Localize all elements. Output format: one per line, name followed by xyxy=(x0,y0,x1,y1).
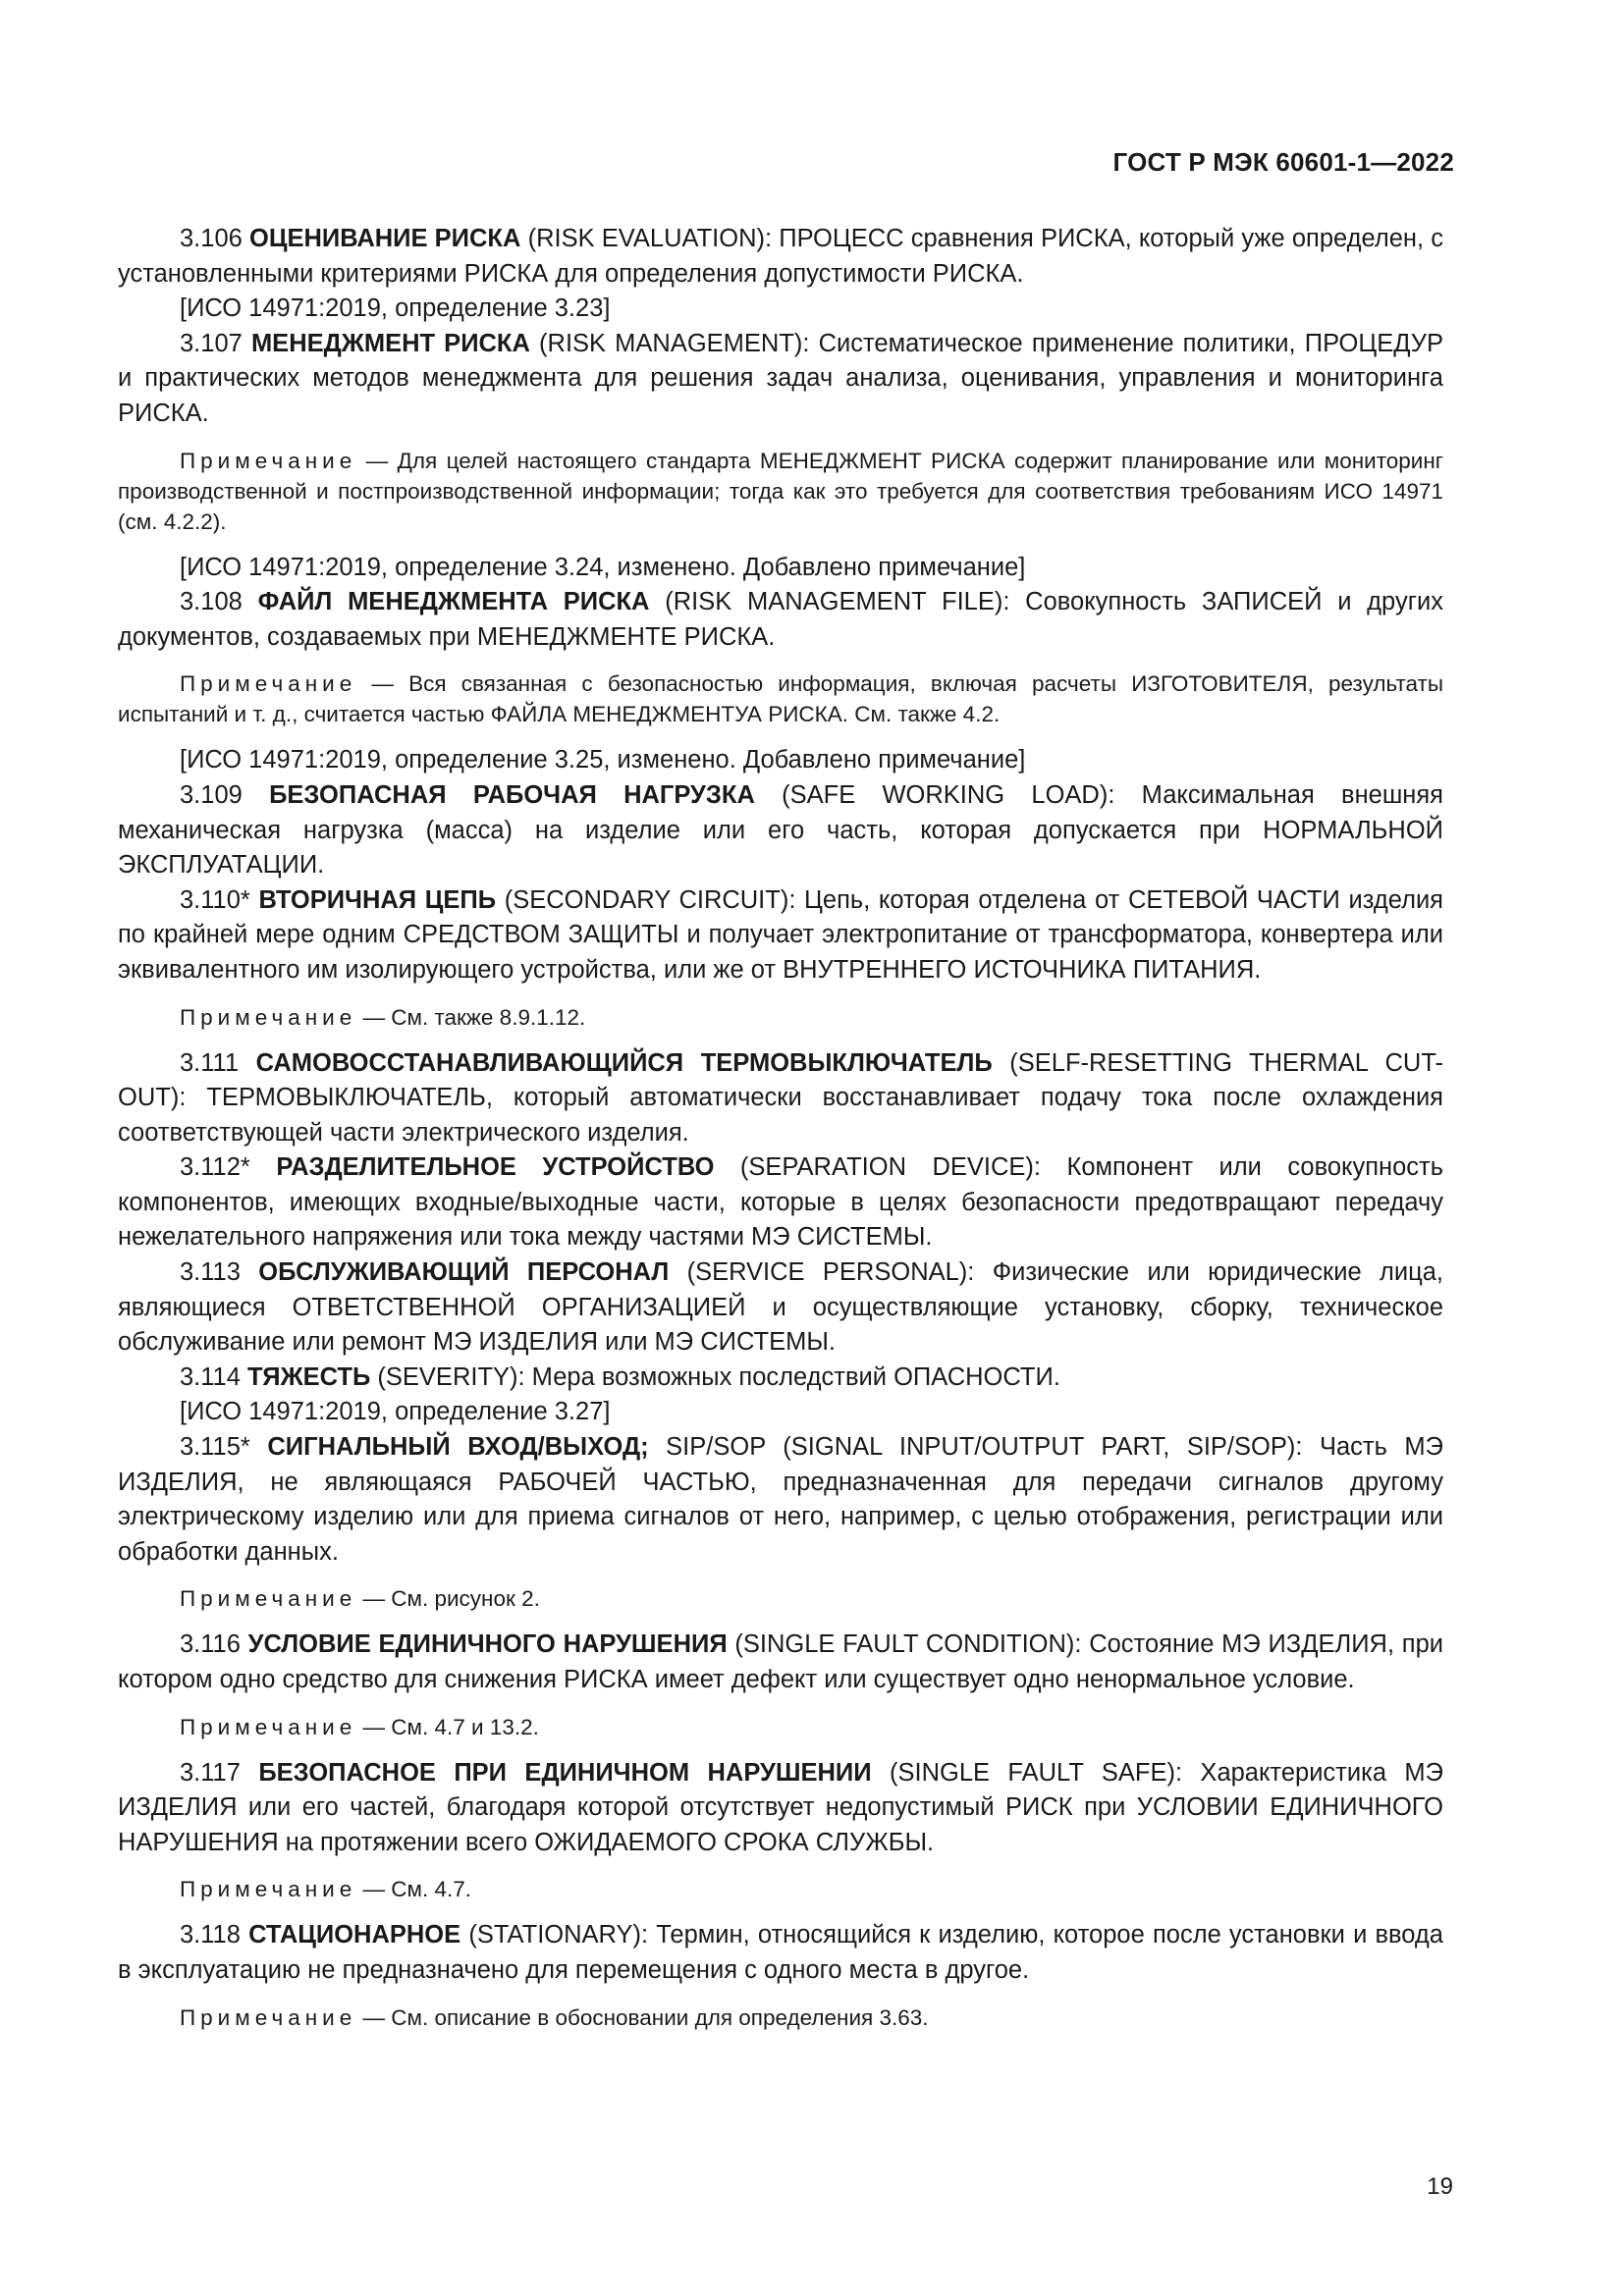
reference-3-106: [ИСО 14971:2019, определение 3.23] xyxy=(180,294,611,323)
definition-3-116: 3.116 УСЛОВИЕ ЕДИНИЧНОГО НАРУШЕНИЯ (SINGLE FAULT CONDITION): Состояние МЭ ИЗДЕЛИЯ, при котором одно средство для снижения РИСКА имеет дефект или существует одно ненормальное условие. xyxy=(118,1630,1443,1693)
definition-3-111: 3.111 САМОВОССТАНАВЛИВАЮЩИЙСЯ ТЕРМОВЫКЛЮЧАТЕЛЬ (SELF-RESETTING THERMAL CUT-OUT): ТЕРМОВЫКЛЮЧАТЕЛЬ, который автоматически восстанавливает подачу тока после охлаждения соответствующей части электрического изделия. xyxy=(118,1048,1444,1147)
definition-3-106: 3.106 ОЦЕНИВАНИЕ РИСКА (RISK EVALUATION): ПРОЦЕСС сравнения РИСКА, который уже определен, с установленными критериями РИСКА для определения допустимости РИСКА. xyxy=(118,225,1443,288)
definition-3-109: 3.109 БЕЗОПАСНАЯ РАБОЧАЯ НАГРУЗКА (SAFE WORKING LOAD): Максимальная внешняя механическая нагрузка (масса) на изделие или его часть, которая допускается при НОРМАЛЬНОЙ ЭКСПЛУАТАЦИИ. xyxy=(118,780,1443,880)
note-3-110: Примечание — См. также 8.9.1.12. xyxy=(180,1004,586,1030)
page-number: 19 xyxy=(1427,2173,1453,2200)
note-3-115: Примечание — См. рисунок 2. xyxy=(180,1586,540,1612)
document-body xyxy=(118,222,1443,2047)
definition-3-118: 3.118 СТАЦИОНАРНОЕ (STATIONARY): Термин, относящийся к изделию, которое после установки и ввода в эксплуатацию не предназначено для перемещения с одного места в другое. xyxy=(118,1921,1443,1984)
reference-3-114: [ИСО 14971:2019, определение 3.27] xyxy=(180,1398,611,1426)
definition-3-117: 3.117 БЕЗОПАСНОЕ ПРИ ЕДИНИЧНОМ НАРУШЕНИИ (SINGLE FAULT SAFE): Характеристика МЭ ИЗДЕЛИЯ или его частей, благодаря которой отсутствует недопустимый РИСК при УСЛОВИИ ЕДИНИЧНОГО НАРУШЕНИЯ на протяжении всего ОЖИДАЕМОГО СРОКА СЛУЖБЫ. xyxy=(118,1758,1443,1856)
definition-3-110: 3.110* ВТОРИЧНАЯ ЦЕПЬ (SECONDARY CIRCUIT): Цепь, которая отделена от СЕТЕВОЙ ЧАСТИ изделия по крайней мере одним СРЕДСТВОМ ЗАЩИТЫ и получает электропитание от трансформатора, конвертера или эквивалентного им изолирующего устройства, или же от ВНУТРЕННЕГО ИСТОЧНИКА ПИТАНИЯ. xyxy=(118,885,1443,984)
reference-3-107: [ИСО 14971:2019, определение 3.24, изменено. Добавлено примечание] xyxy=(180,553,1026,581)
note-3-108: Примечание — Вся связанная с безопасностью информация, включая расчеты ИЗГОТОВИТЕЛЯ, результаты испытаний и т. д., считается частью ФАЙЛА МЕНЕДЖМЕНТУА РИСКА. См. также 4.2. xyxy=(118,671,1443,727)
note-3-116: Примечание — См. 4.7 и 13.2. xyxy=(180,1714,539,1739)
definition-3-108: 3.108 ФАЙЛ МЕНЕДЖМЕНТА РИСКА (RISK MANAGEMENT FILE): Совокупность ЗАПИСЕЙ и других документов, создаваемых при МЕНЕДЖМЕНТЕ РИСКА. xyxy=(118,588,1443,651)
note-3-118: Примечание — См. описание в обосновании для определения 3.63. xyxy=(180,2004,929,2030)
note-3-117: Примечание — См. 4.7. xyxy=(180,1877,471,1902)
note-3-107: Примечание — Для целей настоящего стандарта МЕНЕДЖМЕНТ РИСКА содержит планирование или мониторинг производственной и постпроизводственной информации; тогда как это требуется для соответствия требованиям ИСО 14971 (см. 4.2.2). xyxy=(118,448,1443,534)
reference-3-108: [ИСО 14971:2019, определение 3.25, изменено. Добавлено примечание] xyxy=(180,746,1026,774)
definition-3-114: 3.114 ТЯЖЕСТЬ (SEVERITY): Мера возможных последствий ОПАСНОСТИ. xyxy=(180,1362,1060,1391)
definition-3-115: 3.115* СИГНАЛЬНЫЙ ВХОД/ВЫХОД; SIP/SOP (SIGNAL INPUT/OUTPUT PART, SIP/SOP): Часть МЭ ИЗДЕЛИЯ, не являющаяся РАБОЧЕЙ ЧАСТЬЮ, предназначенная для передачи сигналов другому электрическому изделию или для приема сигналов от него, например, с целью отображения, регистрации или обработки данных. xyxy=(118,1433,1443,1566)
document-header: ГОСТ Р МЭК 60601-1—2022 xyxy=(1112,147,1454,177)
definition-3-113: 3.113 ОБСЛУЖИВАЮЩИЙ ПЕРСОНАЛ (SERVICE PERSONAL): Физические или юридические лица, являющиеся ОТВЕТСТВЕННОЙ ОРГАНИЗАЦИЕЙ и осуществляющие установку, сборку, техническое обслуживание или ремонт МЭ ИЗДЕЛИЯ или МЭ СИСТЕМЫ. xyxy=(118,1258,1443,1357)
definition-3-107: 3.107 МЕНЕДЖМЕНТ РИСКА (RISK MANAGEMENT): Систематическое применение политики, ПРОЦЕДУР и практических методов менеджмента для решения задач анализа, оценивания, управления и мониторинга РИСКА. xyxy=(118,329,1443,427)
definition-3-112: 3.112* РАЗДЕЛИТЕЛЬНОЕ УСТРОЙСТВО (SEPARATION DEVICE): Компонент или совокупность компонентов, имеющих входные/выходные части, которые в целях безопасности предотвращают передачу нежелательного напряжения или тока между частями МЭ СИСТЕМЫ. xyxy=(118,1153,1444,1252)
